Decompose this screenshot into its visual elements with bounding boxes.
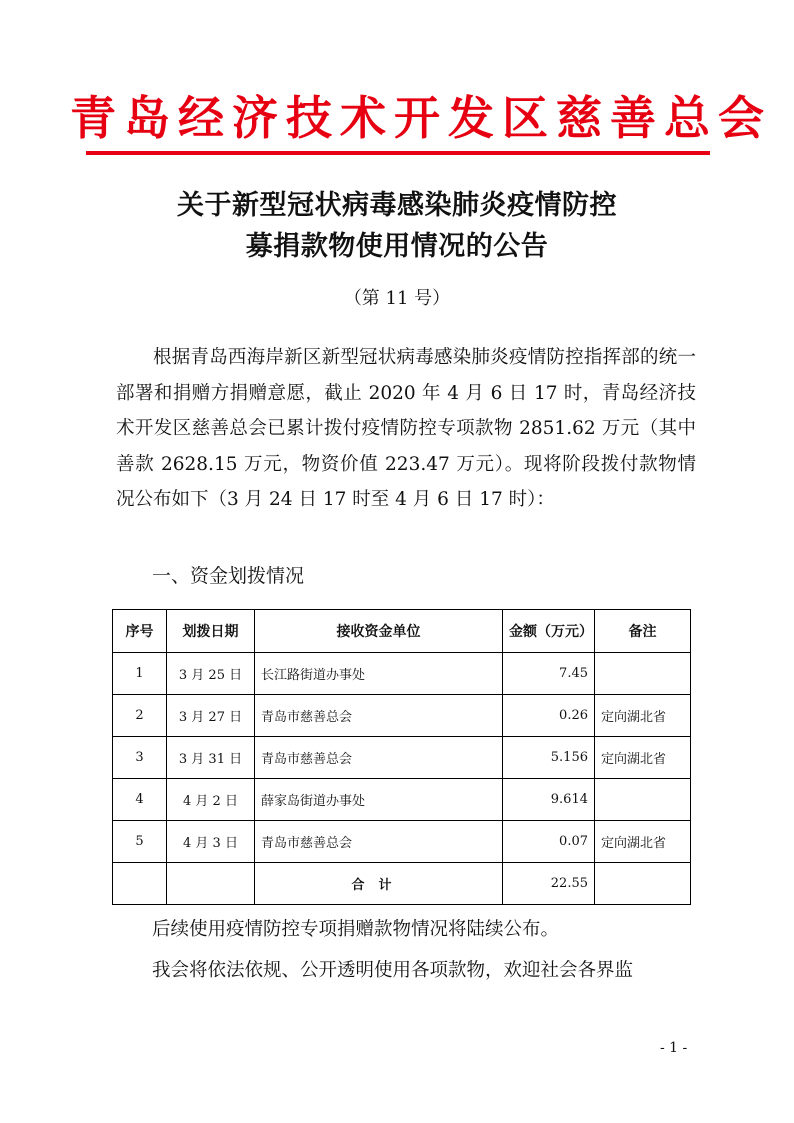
cell-amount: 0.26 — [503, 695, 595, 737]
cell-note: 定向湖北省 — [595, 821, 691, 863]
cell-note: 定向湖北省 — [595, 737, 691, 779]
cell-recipient: 青岛市慈善总会 — [255, 821, 503, 863]
doc-title-line2: 募捐款物使用情况的公告 — [245, 231, 549, 262]
funds-allocation-table — [112, 609, 691, 905]
cell-amount: 5.156 — [503, 737, 595, 779]
cell-date: 3 月 27 日 — [167, 695, 255, 737]
cell-no: 3 — [113, 737, 167, 779]
cell-recipient: 薛家岛街道办事处 — [255, 779, 503, 821]
org-letterhead: 青岛经济技术开发区慈善总会 — [70, 91, 772, 145]
col-header-no: 序号 — [113, 610, 167, 653]
col-header-date: 划拨日期 — [167, 610, 255, 653]
cell-note — [595, 779, 691, 821]
letterhead-divider — [86, 151, 710, 155]
cell-recipient: 长江路街道办事处 — [255, 653, 503, 695]
table-row — [113, 821, 691, 863]
cell-date: 4 月 2 日 — [167, 779, 255, 821]
table-row — [113, 737, 691, 779]
intro-paragraph: 根据青岛西海岸新区新型冠状病毒感染肺炎疫情防控指挥部的统一部署和捐赠方捐赠意愿，截止 2020 年 4 月 6 日 17 时，青岛经济技术开发区慈善总会已累计拨付疫情防控专项款物 2851.62 万元（其中善款 2628.15 万元，物资价值 223.47 万元）。现将阶段拨付款物情况公布如下（3 月 24 日 17 时至 4 月 6 日 17 时）： — [116, 347, 696, 510]
cell-note — [595, 653, 691, 695]
cell-no: 2 — [113, 695, 167, 737]
cell-date: 3 月 31 日 — [167, 737, 255, 779]
cell-note: 定向湖北省 — [595, 695, 691, 737]
doc-number: （第 11 号） — [343, 288, 451, 309]
cell-date: 3 月 25 日 — [167, 653, 255, 695]
cell-recipient: 青岛市慈善总会 — [255, 695, 503, 737]
commitment-paragraph: 我会将依法依规、公开透明使用各项款物，欢迎社会各界监 — [152, 960, 634, 981]
cell-no: 4 — [113, 779, 167, 821]
total-amount: 22.55 — [503, 863, 595, 905]
table-total-row — [113, 863, 691, 905]
cell-empty — [113, 863, 167, 905]
col-header-amount: 金额（万元） — [503, 610, 595, 653]
cell-empty — [167, 863, 255, 905]
col-header-note: 备注 — [595, 610, 691, 653]
table-row — [113, 695, 691, 737]
cell-no: 1 — [113, 653, 167, 695]
cell-recipient: 青岛市慈善总会 — [255, 737, 503, 779]
doc-title-line1: 关于新型冠状病毒感染肺炎疫情防控 — [177, 190, 617, 221]
cell-empty — [595, 863, 691, 905]
total-label: 合计 — [255, 863, 503, 905]
section-heading-funds: 一、资金划拨情况 — [152, 565, 305, 587]
cell-amount: 7.45 — [503, 653, 595, 695]
cell-amount: 9.614 — [503, 779, 595, 821]
table-header-row — [113, 610, 691, 653]
table-row — [113, 779, 691, 821]
cell-amount: 0.07 — [503, 821, 595, 863]
table-row — [113, 653, 691, 695]
col-header-recipient: 接收资金单位 — [255, 610, 503, 653]
cell-date: 4 月 3 日 — [167, 821, 255, 863]
cell-no: 5 — [113, 821, 167, 863]
follow-up-paragraph: 后续使用疫情防控专项捐赠款物情况将陆续公布。 — [152, 919, 560, 940]
page-number: - 1 - — [660, 1040, 688, 1056]
